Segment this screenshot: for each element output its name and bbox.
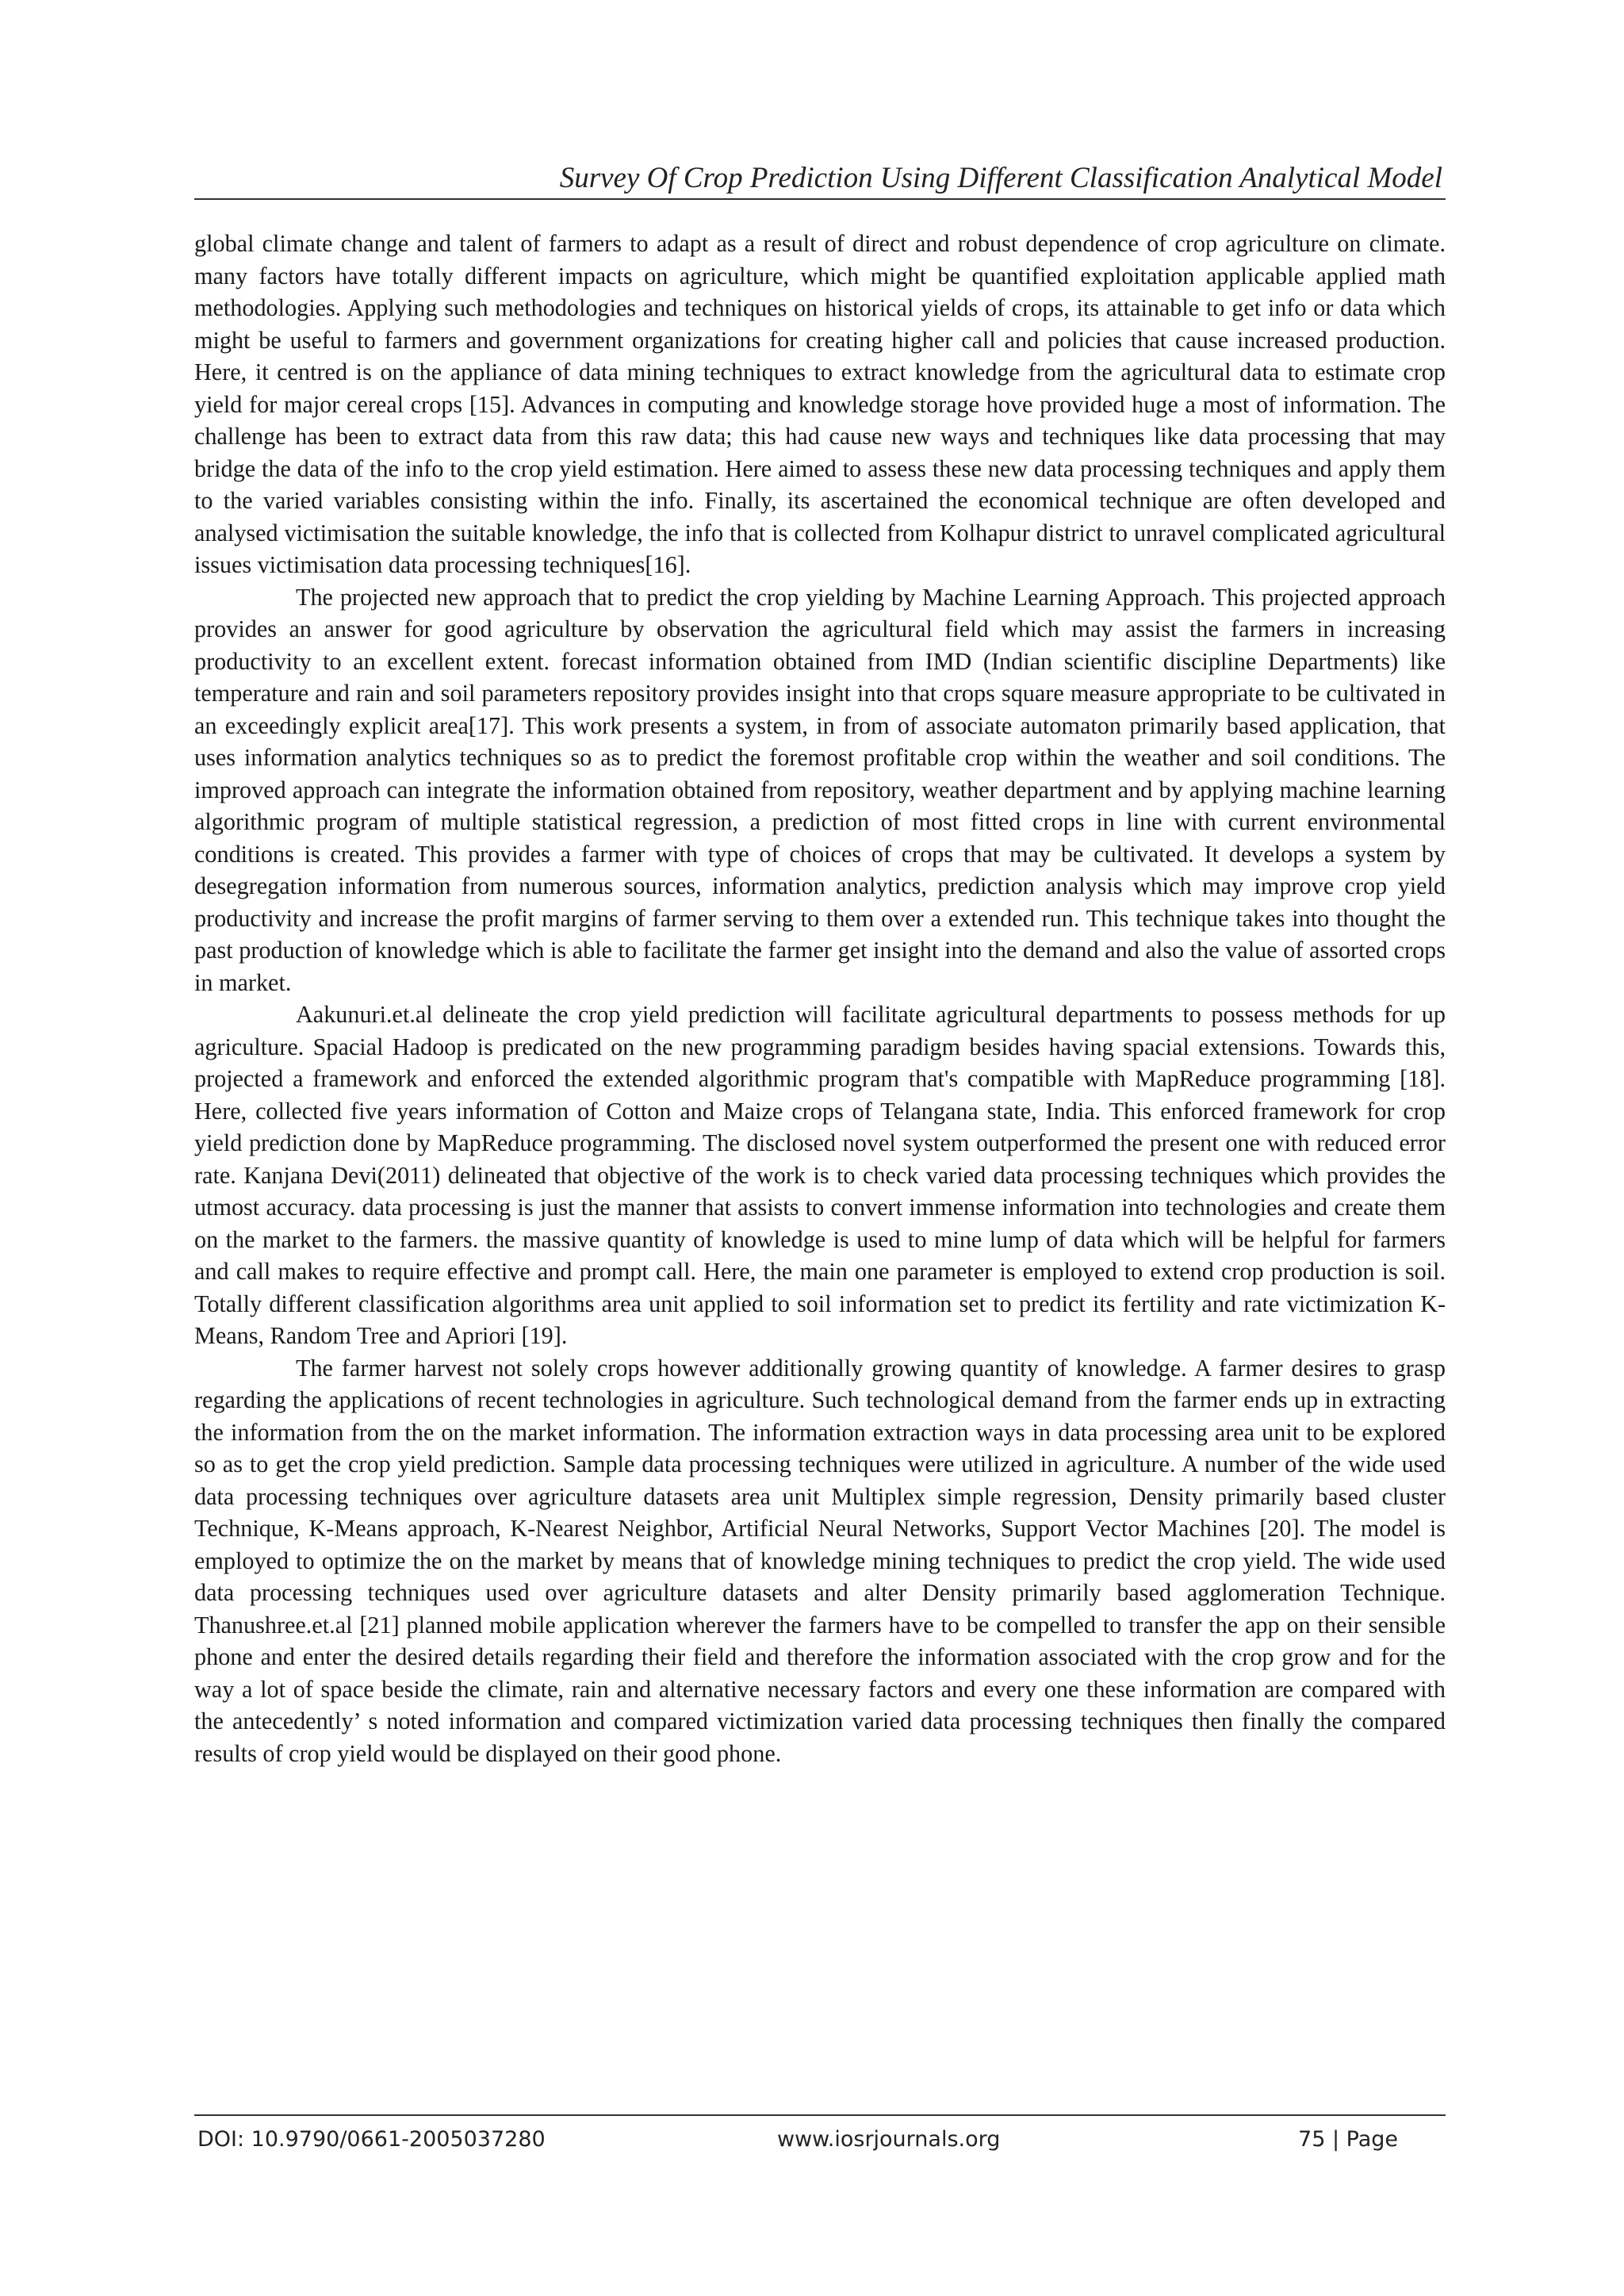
paragraph-2: The projected new approach that to predict the crop yielding by Machine Learning Approach. This projected approach provides an answer for good agriculture by observation the agricultural field which may assist the farmers in increasing productivity to an excellent extent. forecast information obtained from IMD (Indian scientific discipline Departments) like temperature and rain and soil parameters repository provides insight into that crops square measure appropriate to be cultivated in an exceedingly explicit area[17]. This work presents a system, in from of associate automaton primarily based application, that uses information analytics techniques so as to predict the foremost profitable crop within the weather and soil conditions. The improved approach can integrate the information obtained from repository, weather department and by applying machine learning algorithmic program of multiple statistical regression, a prediction of most fitted crops in line with current environmental conditions is created. This provides a farmer with type of choices of crops that may be cultivated. It develops a system by desegregation information from numerous sources, information analytics, prediction analysis which may improve crop yield productivity and increase the profit margins of farmer serving to them over a extended run. This technique takes into thought the past production of knowledge which is able to facilitate the farmer get insight into the demand and also the value of assorted crops in market. bbox=[194, 583, 1446, 996]
footer-page-number: 75 | Page bbox=[1298, 2127, 1398, 2152]
footer-doi: DOI: 10.9790/0661-2005037280 bbox=[197, 2127, 546, 2152]
page-footer bbox=[194, 2114, 1446, 2164]
footer-website: www.iosrjournals.org bbox=[777, 2127, 1001, 2152]
paragraph-4: The farmer harvest not solely crops however additionally growing quantity of knowledge. A farmer desires to grasp regarding the applications of recent technologies in agriculture. Such technological demand from the farmer ends up in extracting the information from the on the market information. The information extraction ways in data processing area unit to be explored so as to get the crop yield prediction. Sample data processing techniques were utilized in agriculture. A number of the wide used data processing techniques over agriculture datasets area unit Multiplex simple regression, Density primarily based cluster Technique, K-Means approach, K-Nearest Neighbor, Artificial Neural Networks, Support Vector Machines [20]. The model is employed to optimize the on the market by means that of knowledge mining techniques to predict the crop yield. The wide used data processing techniques used over agriculture datasets and alter Density primarily based agglomeration Technique. Thanushree.et.al [21] planned mobile application wherever the farmers have to be compelled to transfer the app on their sensible phone and enter the desired details regarding their field and therefore the information associated with the crop grow and for the way a lot of space beside the climate, rain and alternative necessary factors and every one these information are compared with the antecedently’ s noted information and compared victimization varied data processing techniques then finally the compared results of crop yield would be displayed on their good phone. bbox=[194, 1354, 1446, 1767]
header-title: Survey Of Crop Prediction Using Different Classification Analytical Model bbox=[559, 162, 1442, 194]
paragraph-3: Aakunuri.et.al delineate the crop yield prediction will facilitate agricultural departments to possess methods for up agriculture. Spacial Hadoop is predicated on the new programming paradigm besides having spacial extensions. Towards this, projected a framework and enforced the extended algorithmic program that's compatible with MapReduce programming [18]. Here, collected five years information of Cotton and Maize crops of Telangana state, India. This enforced framework for crop yield prediction done by MapReduce programming. The disclosed novel system outperformed the present one with reduced error rate. Kanjana Devi(2011) delineated that objective of the work is to check varied data processing techniques which provides the utmost accuracy. data processing is just the manner that assists to convert immense information into technologies and create them on the market to the farmers. the massive quantity of knowledge is used to mine lump of data which will be helpful for farmers and call makes to require effective and prompt call. Here, the main one parameter is employed to extend crop production is soil. Totally different classification algorithms area unit applied to soil information set to predict its fertility and rate victimization K-Means, Random Tree and Apriori [19]. bbox=[194, 1001, 1446, 1349]
running-header bbox=[194, 152, 1446, 200]
article-body bbox=[194, 228, 1446, 1769]
paragraph-1: global climate change and talent of farmers to adapt as a result of direct and robust dependence of crop agriculture on climate. many factors have totally different impacts on agriculture, which might be quantified exploitation applicable applied math methodologies. Applying such methodologies and techniques on historical yields of crops, its attainable to get info or data which might be useful to farmers and government organizations for creating higher call and policies that cause increased production. Here, it centred is on the appliance of data mining techniques to extract knowledge from the agricultural data to estimate crop yield for major cereal crops [15]. Advances in computing and knowledge storage hove provided huge a most of information. The challenge has been to extract data from this raw data; this had cause new ways and techniques like data processing that may bridge the data of the info to the crop yield estimation. Here aimed to assess these new data processing techniques and apply them to the varied variables consisting within the info. Finally, its ascertained the economical technique are often developed and analysed victimisation the suitable knowledge, the info that is collected from Kolhapur district to unravel complicated agricultural issues victimisation data processing techniques[16]. bbox=[194, 230, 1446, 578]
